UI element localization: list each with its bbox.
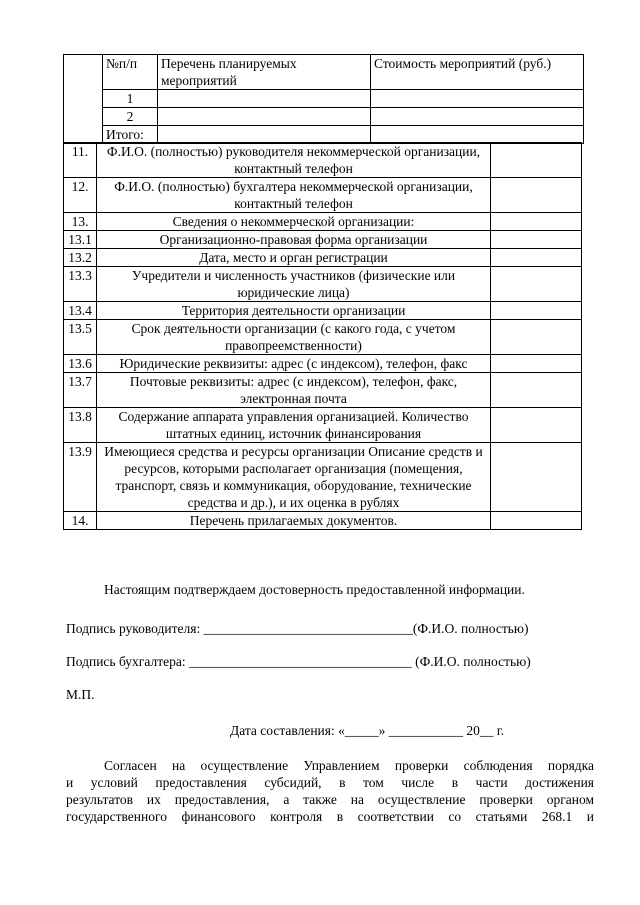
- planned-activities-table: [63, 54, 584, 144]
- row-text: Дата, место и орган регистрации: [97, 249, 491, 267]
- table-row: [64, 408, 582, 443]
- row-text: Почтовые реквизиты: адрес (с индексом), телефон, факс, электронная почта: [97, 373, 491, 408]
- row-number: 13.8: [64, 408, 97, 443]
- row-number: 1: [103, 90, 158, 108]
- row-number: 2: [103, 108, 158, 126]
- consent-line: и условий предоставления субсидий, в том числе в части достижения: [66, 775, 594, 790]
- row-text: Имеющиеся средства и ресурсы организации Описание средств и ресурсов, которыми располагает организация (помещения, транспорт, связь и коммуникация, оборудование, технические средства и др.), и их оценка в рублях: [97, 443, 491, 512]
- row-text: Перечень прилагаемых документов.: [97, 512, 491, 530]
- row-text: Срок деятельности организации (с какого года, с учетом правопреемственности): [97, 320, 491, 355]
- row-cost: [371, 90, 584, 108]
- row-number: 14.: [64, 512, 97, 530]
- row-value: [491, 512, 582, 530]
- row-value: [491, 267, 582, 302]
- total-row: [64, 126, 584, 144]
- row-number: 13.3: [64, 267, 97, 302]
- organization-info-table: [63, 142, 582, 530]
- row-number: 13.6: [64, 355, 97, 373]
- consent-paragraph: [66, 757, 594, 825]
- header-number: №п/п: [103, 55, 158, 90]
- row-value: [491, 443, 582, 512]
- row-number: 12.: [64, 178, 97, 213]
- row-value: [491, 231, 582, 249]
- table-row: [64, 373, 582, 408]
- row-number: 11.: [64, 143, 97, 178]
- row-number: 13.2: [64, 249, 97, 267]
- table-row: [64, 143, 582, 178]
- row-text: Организационно-правовая форма организации: [97, 231, 491, 249]
- row-value: [491, 320, 582, 355]
- table-row: [64, 231, 582, 249]
- row-text: Содержание аппарата управления организацией. Количество штатных единиц, источник финансирования: [97, 408, 491, 443]
- row-text: Ф.И.О. (полностью) бухгалтера некоммерческой организации, контактный телефон: [97, 178, 491, 213]
- total-label: Итого:: [103, 126, 158, 144]
- row-value: [491, 178, 582, 213]
- row-text: Учредители и численность участников (физические или юридические лица): [97, 267, 491, 302]
- table-row: [64, 512, 582, 530]
- row-value: [491, 355, 582, 373]
- table-row: [64, 178, 582, 213]
- table-header-row: [64, 55, 584, 90]
- table-row: [64, 90, 584, 108]
- row-number: 13.1: [64, 231, 97, 249]
- row-text: Сведения о некоммерческой организации:: [97, 213, 491, 231]
- row-text: Юридические реквизиты: адрес (с индексом), телефон, факс: [97, 355, 491, 373]
- row-number: 13.4: [64, 302, 97, 320]
- stamp-placeholder: М.П.: [66, 687, 95, 702]
- consent-line: результатов их предоставления, а также на осуществление проверки органом: [66, 792, 594, 807]
- header-cost: Стоимость мероприятий (руб.): [371, 55, 584, 90]
- table-row: [64, 443, 582, 512]
- row-value: [491, 408, 582, 443]
- head-signature-line: Подпись руководителя: _______________________________(Ф.И.О. полностью): [66, 621, 529, 636]
- row-text: Ф.И.О. (полностью) руководителя некоммерческой организации, контактный телефон: [97, 143, 491, 178]
- left-margin-cell: [64, 55, 103, 144]
- row-value: [491, 143, 582, 178]
- header-activities: Перечень планируемых мероприятий: [158, 55, 371, 90]
- consent-line: Согласен на осуществление Управлением проверки соблюдения порядка: [104, 758, 594, 773]
- consent-line: государственного финансового контроля в соответствии со статьями 268.1 и: [66, 809, 594, 824]
- row-activity: [158, 90, 371, 108]
- table-row: [64, 213, 582, 231]
- row-number: 13.5: [64, 320, 97, 355]
- row-value: [491, 213, 582, 231]
- accountant-signature-line: Подпись бухгалтера: _________________________________ (Ф.И.О. полностью): [66, 654, 531, 669]
- row-number: 13.7: [64, 373, 97, 408]
- row-value: [491, 373, 582, 408]
- table-row: [64, 320, 582, 355]
- table-row: [64, 355, 582, 373]
- row-activity: [158, 108, 371, 126]
- total-activity: [158, 126, 371, 144]
- row-text: Территория деятельности организации: [97, 302, 491, 320]
- table-row: [64, 302, 582, 320]
- total-cost: [371, 126, 584, 144]
- table-row: [64, 267, 582, 302]
- row-number: 13.9: [64, 443, 97, 512]
- table-row: [64, 108, 584, 126]
- row-cost: [371, 108, 584, 126]
- confirmation-text: Настоящим подтверждаем достоверность предоставленной информации.: [104, 582, 525, 597]
- row-number: 13.: [64, 213, 97, 231]
- date-line: Дата составления: «_____» ___________ 20__ г.: [230, 723, 505, 738]
- row-value: [491, 249, 582, 267]
- table-row: [64, 249, 582, 267]
- row-value: [491, 302, 582, 320]
